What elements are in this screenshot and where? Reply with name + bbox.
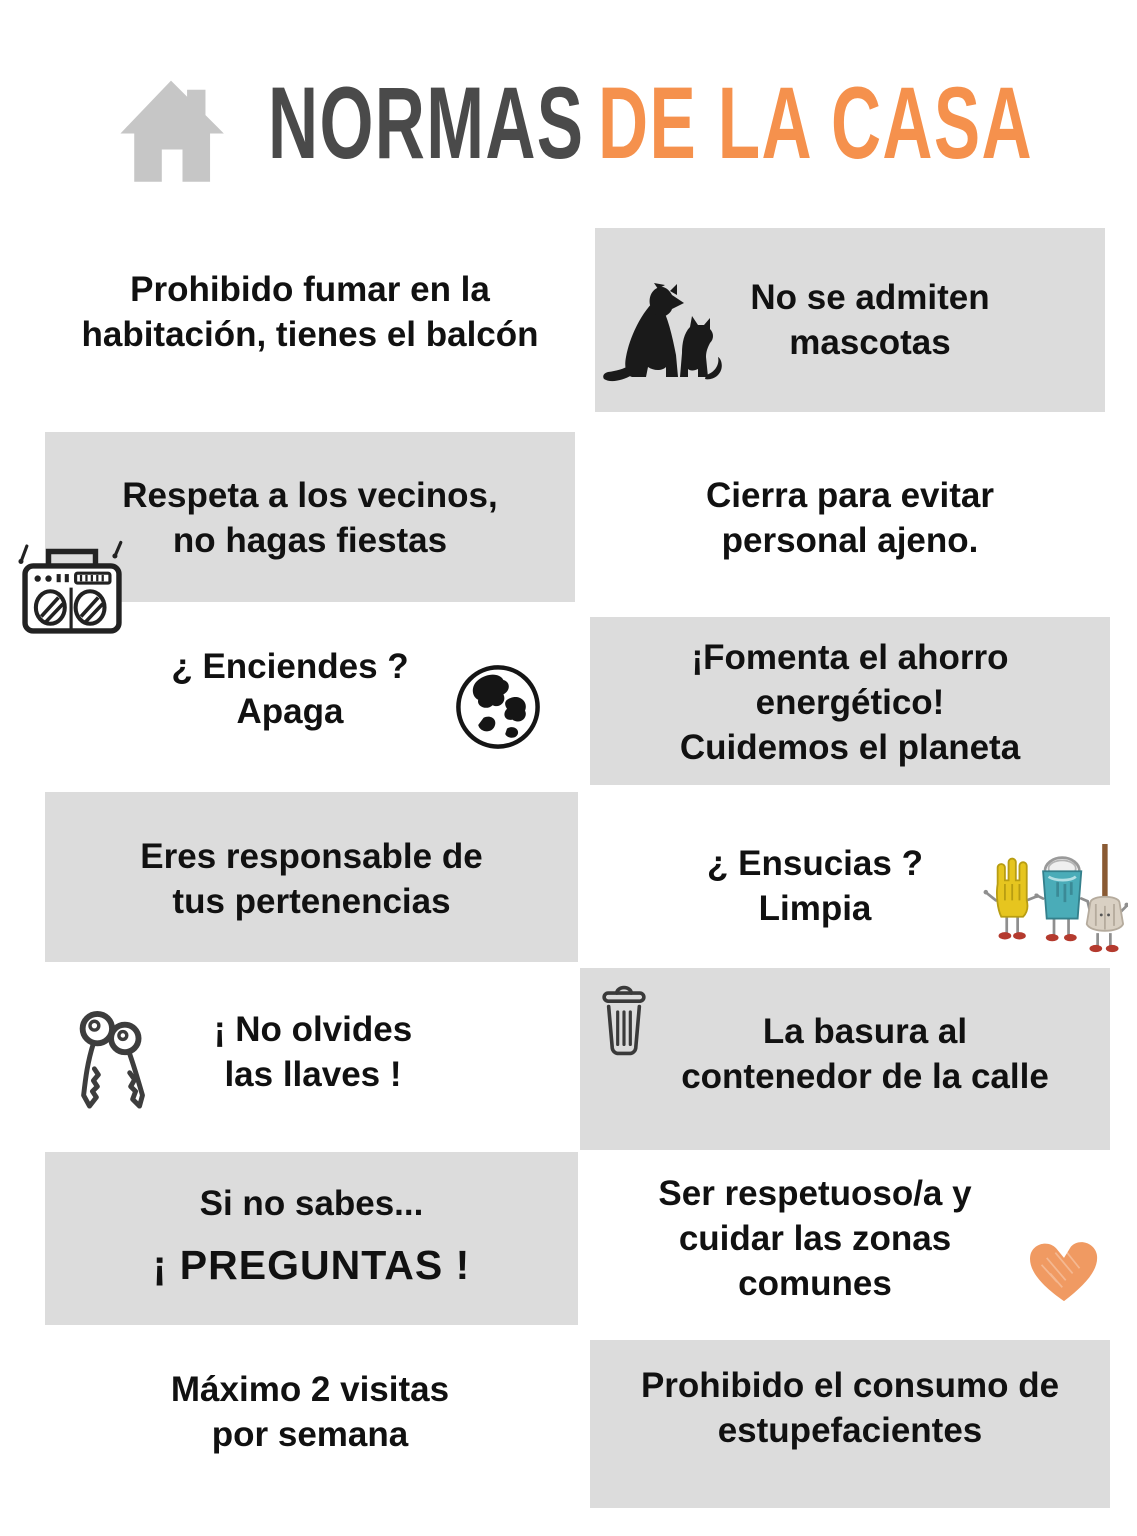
rule-text-line: por semana <box>211 1414 409 1454</box>
rule-text-line: No se admiten <box>750 278 990 317</box>
rule-max-visits <box>90 1368 530 1458</box>
rule-text-line: ¿ Enciendes ? <box>171 647 409 686</box>
rule-no-smoking <box>45 268 575 358</box>
rule-text-line: ¡Fomenta el ahorro <box>691 638 1009 677</box>
rule-text-line: mascotas <box>789 322 951 362</box>
keys-icon <box>64 1002 166 1118</box>
rule-belongings <box>45 835 578 925</box>
house-icon <box>112 76 230 184</box>
rule-text-line: Ser respetuoso/a y <box>658 1174 972 1213</box>
rule-text-line: ¿ Ensucias ? <box>707 844 923 883</box>
rule-text-line: Prohibido el consumo de <box>640 1366 1060 1405</box>
rule-text-line: habitación, tienes el balcón <box>81 314 539 354</box>
rule-energy-saving <box>600 636 1100 770</box>
rule-text-line: Máximo 2 visitas <box>170 1370 450 1409</box>
rule-close-door <box>590 474 1110 564</box>
heart-icon <box>1020 1232 1108 1308</box>
rule-clean-up <box>640 842 990 932</box>
globe-icon <box>453 658 543 756</box>
rule-text-line: tus pertenencias <box>172 881 451 921</box>
rule-turn-off-lights <box>120 645 460 735</box>
rule-text-line: Limpia <box>758 888 872 928</box>
rule-text-line: La basura al <box>762 1012 968 1051</box>
rule-ask-questions <box>45 1182 578 1291</box>
rule-text-line: ¡ PREGUNTAS ! <box>152 1241 471 1288</box>
rule-keys <box>168 1008 458 1098</box>
dog-cat-icon <box>602 282 722 396</box>
rule-text-line: no hagas fiestas <box>172 520 448 560</box>
title-accent: DE LA CASA <box>598 66 1033 180</box>
rule-text-line: Eres responsable de <box>140 837 483 876</box>
page-title <box>268 66 1033 180</box>
rule-text-line: ¡ No olvides <box>213 1010 413 1049</box>
rule-text-line: cuidar las zonas <box>678 1218 952 1258</box>
rule-text-line: Cuidemos el planeta <box>679 727 1021 767</box>
rule-common-areas <box>610 1172 1020 1306</box>
rule-text-line: Cierra para evitar <box>706 476 994 515</box>
rule-text-line: contenedor de la calle <box>681 1056 1049 1096</box>
rule-no-pets <box>715 276 1025 366</box>
title-primary: NORMAS <box>268 66 585 180</box>
rule-text-line: Si no sabes... <box>199 1184 424 1223</box>
cleaning-tools-icon <box>980 844 1128 964</box>
rule-no-drugs <box>600 1364 1100 1454</box>
rule-text-line: las llaves ! <box>224 1054 402 1094</box>
rule-text-line: energético! <box>755 682 945 722</box>
rule-text-line: Apaga <box>236 691 344 731</box>
rule-text-line: comunes <box>738 1263 892 1303</box>
rule-text-line: personal ajeno. <box>721 520 979 560</box>
rule-trash <box>630 1010 1100 1100</box>
rule-text-line: estupefacientes <box>717 1410 983 1450</box>
rule-text-line: Prohibido fumar en la <box>130 270 490 309</box>
boombox-icon <box>16 524 128 644</box>
rule-text-line: Respeta a los vecinos, <box>122 476 498 515</box>
